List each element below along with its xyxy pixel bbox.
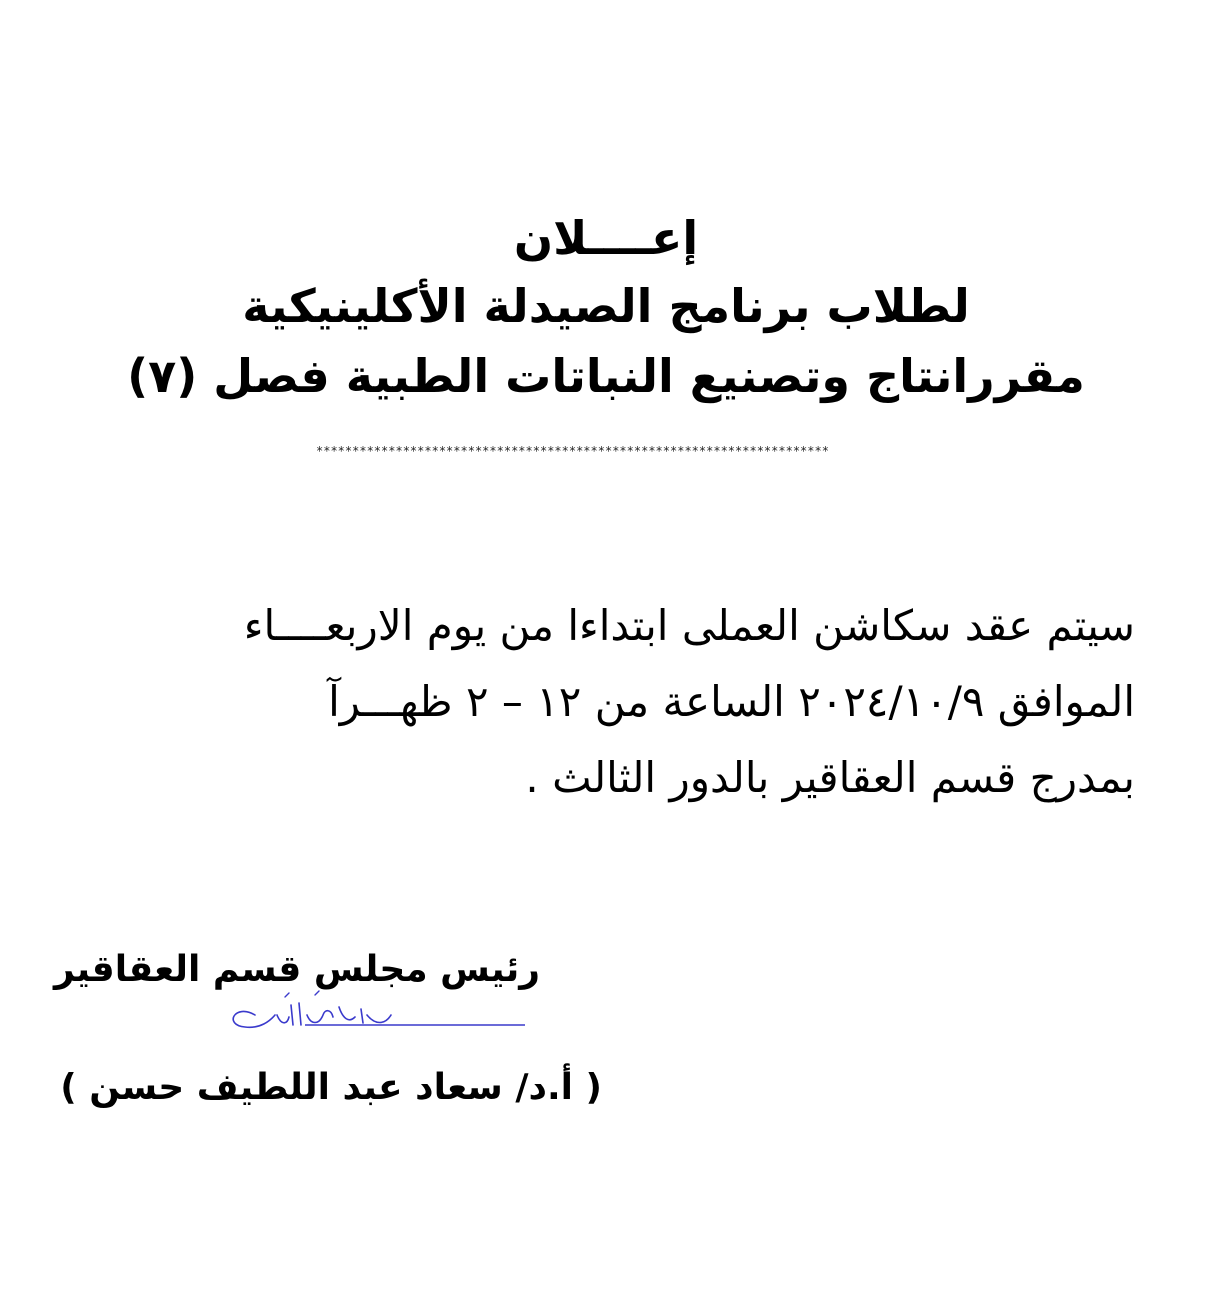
body-line-3: بمدرج قسم العقاقير بالدور الثالث . (525, 753, 1135, 802)
separator-stars: *********************************************************************** (316, 444, 829, 458)
body-line-2: الموافق ٢٠٢٤/١٠/٩ الساعة من ١٢ – ٢ ظهـــرآ (328, 677, 1135, 726)
signatory-title: رئيس مجلس قسم العقاقير (54, 949, 540, 990)
handwritten-signature (215, 985, 535, 1045)
audience-line: لطلاب برنامج الصيدلة الأكلينيكية (242, 279, 970, 333)
signatory-name: ( أ.د/ سعاد عبد اللطيف حسن ) (60, 1067, 602, 1108)
announcement-header (100, 205, 1112, 411)
announcement-title: إعــــلان (513, 211, 699, 265)
announcement-body (60, 588, 1135, 816)
body-line-1: سيتم عقد سكاشن العملى ابتداءا من يوم الاربعــــاء (243, 601, 1135, 650)
course-line: مقررانتاج وتصنيع النباتات الطبية فصل (٧) (127, 349, 1085, 403)
